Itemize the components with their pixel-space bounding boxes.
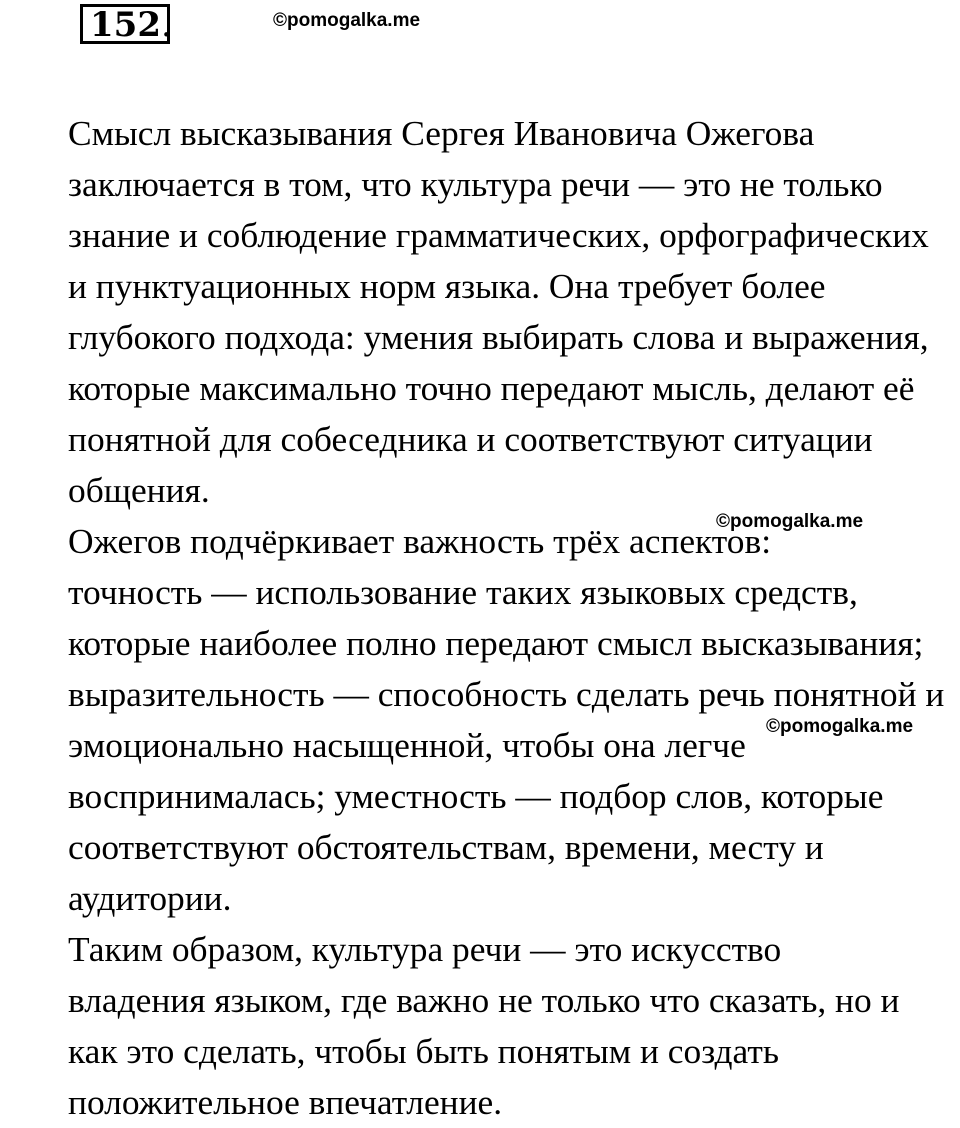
text-line: знание и соблюдение грамматических, орфографических [68,215,929,255]
text-line: Смысл высказывания Сергея Ивановича Ожегова [68,113,815,153]
text-line: соответствуют обстоятельствам, времени, месту и [68,827,824,867]
text-line: владения языком, где важно не только что сказать, но и [68,980,900,1020]
text-line: которые наиболее полно передают смысл высказывания; [68,623,924,663]
watermark-top: ©pomogalka.me [273,10,421,31]
task-number-box [80,4,170,44]
text-line: общения. [68,470,210,510]
text-line: заключается в том, что культура речи — это не только [68,164,883,204]
watermark-right: ©pomogalka.me [766,716,914,737]
paragraph-1 [4,108,960,516]
text-line: и пунктуационных норм языка. Она требует более [68,266,826,306]
text-line: воспринималась; уместность — подбор слов, которые [68,776,884,816]
text-line: глубокого подхода: умения выбирать слова и выражения, [68,317,929,357]
text-line: Таким образом, культура речи — это искусство [68,929,782,969]
text-line: выразительность — способность сделать речь понятной и [68,674,945,714]
text-line: понятной для собеседника и соответствуют ситуации [68,419,873,459]
text-line: положительное впечатление. [68,1082,503,1122]
paragraph-3 [4,924,960,1128]
text-line: точность — использование таких языковых средств, [68,572,858,612]
text-line: Ожегов подчёркивает важность трёх аспектов: [68,521,772,561]
answer-text [4,108,960,1128]
text-line: аудитории. [68,878,232,918]
watermark-middle: ©pomogalka.me [716,511,864,532]
text-line: как это сделать, чтобы быть понятым и создать [68,1031,779,1071]
task-number-dot: . [160,5,172,45]
text-line: эмоционально насыщенной, чтобы она легче [68,725,746,765]
text-line: которые максимально точно передают мысль, делают её [68,368,915,408]
task-number: 152 [90,5,161,45]
